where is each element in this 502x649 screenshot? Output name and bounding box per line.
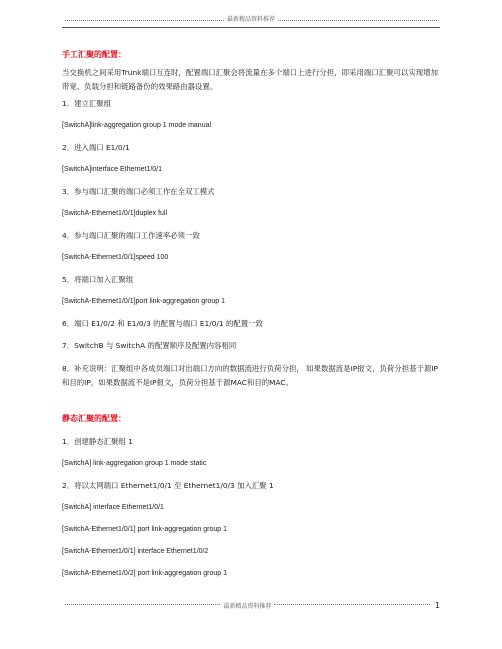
command-line: [SwitchA-Ethernet1/0/2] port link-aggregation group 1 — [62, 570, 227, 577]
footer-text: 最新精品资料推荐 — [223, 602, 272, 610]
step-text: 4．参与端口汇聚的端口工作速率必须一致 — [62, 231, 200, 240]
step-text: 3．参与端口汇聚的端口必须工作在全双工模式 — [62, 187, 215, 196]
step-text: 6．端口 E1/0/2 和 E1/0/3 的配置与端口 E1/0/1 的配置一致 — [62, 319, 263, 328]
step-text: 5．将端口加入汇聚组 — [62, 275, 134, 284]
step-text: 2．将以太网端口 Ethernet1/0/1 至 Ethernet1/0/3 加入汇聚 1 — [62, 481, 274, 490]
command-line: [SwitchA] interface Ethernet1/0/1 — [62, 504, 164, 511]
step-text: 7．SwitchB 与 SwitchA 的配置顺序及配置内容相同 — [62, 341, 237, 350]
page-footer — [62, 599, 440, 611]
command-line: [SwitchA]link-aggregation group 1 mode manual — [62, 122, 212, 129]
command-line: [SwitchA-Ethernet1/0/1]speed 100 — [62, 254, 169, 261]
heading-static-aggregation: 静态汇聚的配置： — [62, 414, 126, 423]
command-line: [SwitchA-Ethernet1/0/1] port link-aggregation group 1 — [62, 526, 227, 533]
step-text: 1．创建静态汇聚组 1 — [62, 437, 133, 446]
command-line: [SwitchA-Ethernet1/0/1]port link-aggregation group 1 — [62, 298, 226, 305]
heading-manual-aggregation: 手工汇聚的配置： — [62, 50, 126, 59]
supplement-paragraph: 8．补充说明：汇聚组中各成员端口对出端口方向的数据流进行负荷分担， 如果数据流是IP报文，负荷分担基于源IP和目的IP，如果数据流不是IP报文，负荷分担基于源MAC和目的MAC。 — [62, 364, 438, 387]
page-header — [62, 10, 440, 28]
footer-dots-right — [274, 604, 429, 605]
step-text: 2．进入端口 E1/0/1 — [62, 143, 130, 152]
intro-paragraph: 当交换机之间采用Trunk端口互连时，配置端口汇聚会将流量在多个端口上进行分担，即采用端口汇聚可以实现增加带宽、负载分担和链路备份的效果路由器设置。 — [62, 68, 438, 91]
command-line: [SwitchA-Ethernet1/0/1]duplex full — [62, 210, 168, 217]
command-line: [SwitchA] link-aggregation group 1 mode static — [62, 460, 207, 467]
header-text: 最新精品资料推荐 — [227, 16, 276, 23]
footer-dots-left — [65, 604, 220, 605]
page-number: 1 — [434, 600, 441, 610]
step-text: 1．建立汇聚组 — [62, 99, 112, 108]
header-dots-right — [278, 20, 437, 21]
command-line: [SwitchA-Ethernet1/0/1] interface Ethernet1/0/2 — [62, 548, 209, 555]
header-dots-left — [65, 20, 224, 21]
command-line: [SwitchA]interface Ethernet1/0/1 — [62, 166, 162, 173]
